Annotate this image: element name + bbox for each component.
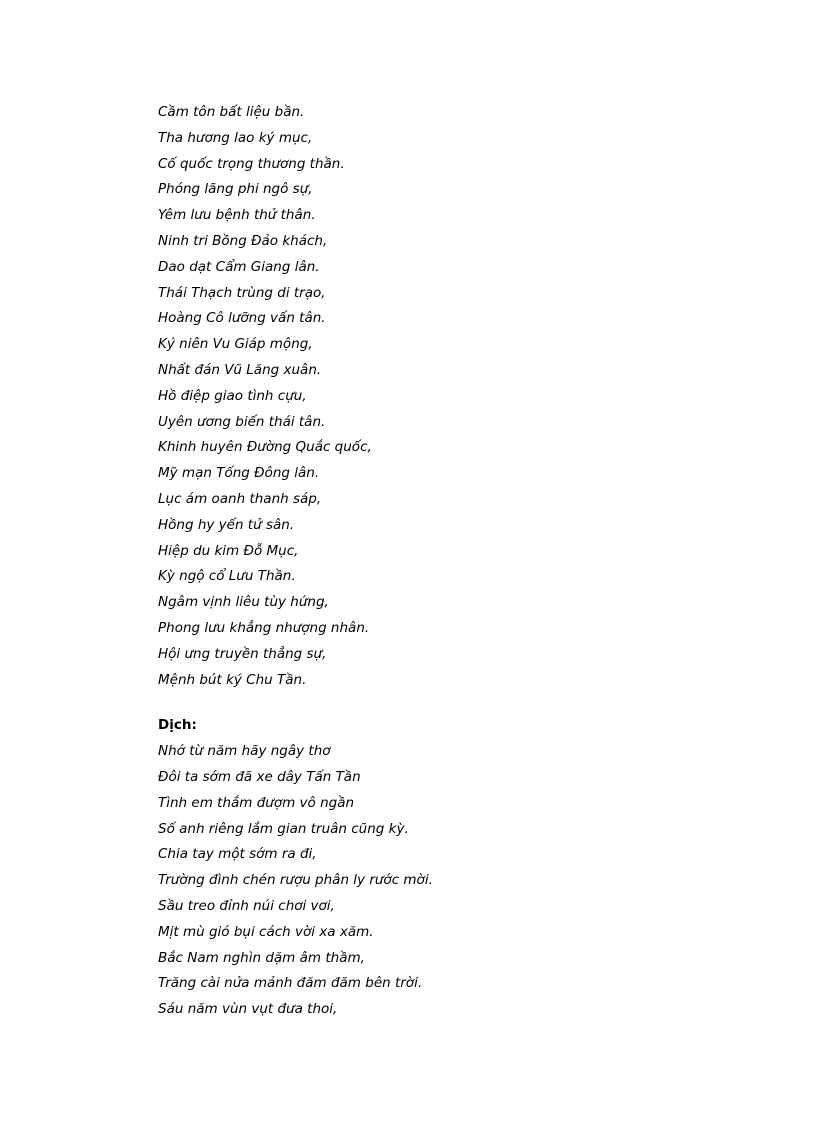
poem-line: Cố quốc trọng thương thần. [158, 155, 345, 172]
poem-line: Phóng lãng phi ngô sự, [158, 181, 313, 198]
translation-line: Bắc Nam nghìn dặm âm thầm, [158, 949, 365, 966]
poem-line: Hiệp du kim Đỗ Mục, [158, 542, 299, 559]
poem-line: Ngâm vịnh liêu tùy hứng, [158, 594, 329, 611]
translation-line: Mịt mù gió bụi cách vời xa xăm. [158, 923, 374, 940]
translation-line: Nhớ từ năm hãy ngây thơ [158, 743, 331, 760]
poem-line: Mỹ mạn Tống Đông lân. [158, 465, 320, 482]
poem-line: Hồng hy yến tử sân. [158, 516, 295, 533]
poem-line: Ninh tri Bồng Đảo khách, [158, 232, 328, 249]
poem-line: Yêm lưu bệnh thử thân. [158, 207, 316, 224]
poem-line: Tha hương lao ký mục, [158, 129, 313, 146]
poem-line: Cầm tôn bất liệu bần. [158, 104, 305, 120]
poem-line: Kỳ ngộ cổ Lưu Thần. [158, 568, 296, 585]
poem-line: Lục ám oanh thanh sáp, [158, 490, 322, 507]
translation-heading: Dịch: [158, 717, 197, 734]
poem-line: Nhất đán Vũ Lăng xuân. [158, 361, 322, 378]
poem-line: Phong lưu khẳng nhượng nhân. [158, 619, 370, 636]
translation-section [158, 713, 758, 1023]
translation-line: Trăng cài nửa mảnh đăm đăm bên trời. [158, 975, 423, 992]
translation-line: Chia tay một sớm ra đi, [158, 846, 317, 863]
poem-line: Khinh huyên Đường Quắc quốc, [158, 439, 372, 456]
poem-line: Dao dạt Cẩm Giang lân. [158, 258, 320, 275]
poem-line: Hoàng Cô lưỡng vấn tân. [158, 310, 326, 327]
translation-line: Sáu năm vùn vụt đưa thoi, [158, 1001, 338, 1018]
translation-line: Sầu treo đỉnh núi chơi vơi, [158, 897, 335, 914]
poem-line: Mệnh bút ký Chu Tần. [158, 671, 307, 688]
translation-line: Trường đình chén rượu phân ly rước mời. [158, 872, 433, 889]
poem-line: Uyên ương biến thái tân. [158, 413, 326, 430]
poem-line: Hội ưng truyền thẳng sự, [158, 645, 327, 662]
translation-line: Số anh riêng lắm gian truân cũng kỳ. [158, 820, 409, 837]
poem-line: Hồ điệp giao tình cựu, [158, 387, 307, 404]
translation-line: Đôi ta sớm đã xe dây Tấn Tần [158, 768, 361, 785]
translation-line: Tình em thắm đượm vô ngần [158, 794, 355, 811]
poem-section [158, 100, 758, 693]
poem-line: Kỷ niên Vu Giáp mộng, [158, 336, 313, 353]
poem-line: Thái Thạch trùng di trạo, [158, 284, 326, 301]
section-spacer [158, 693, 758, 713]
text-body [158, 100, 758, 1023]
